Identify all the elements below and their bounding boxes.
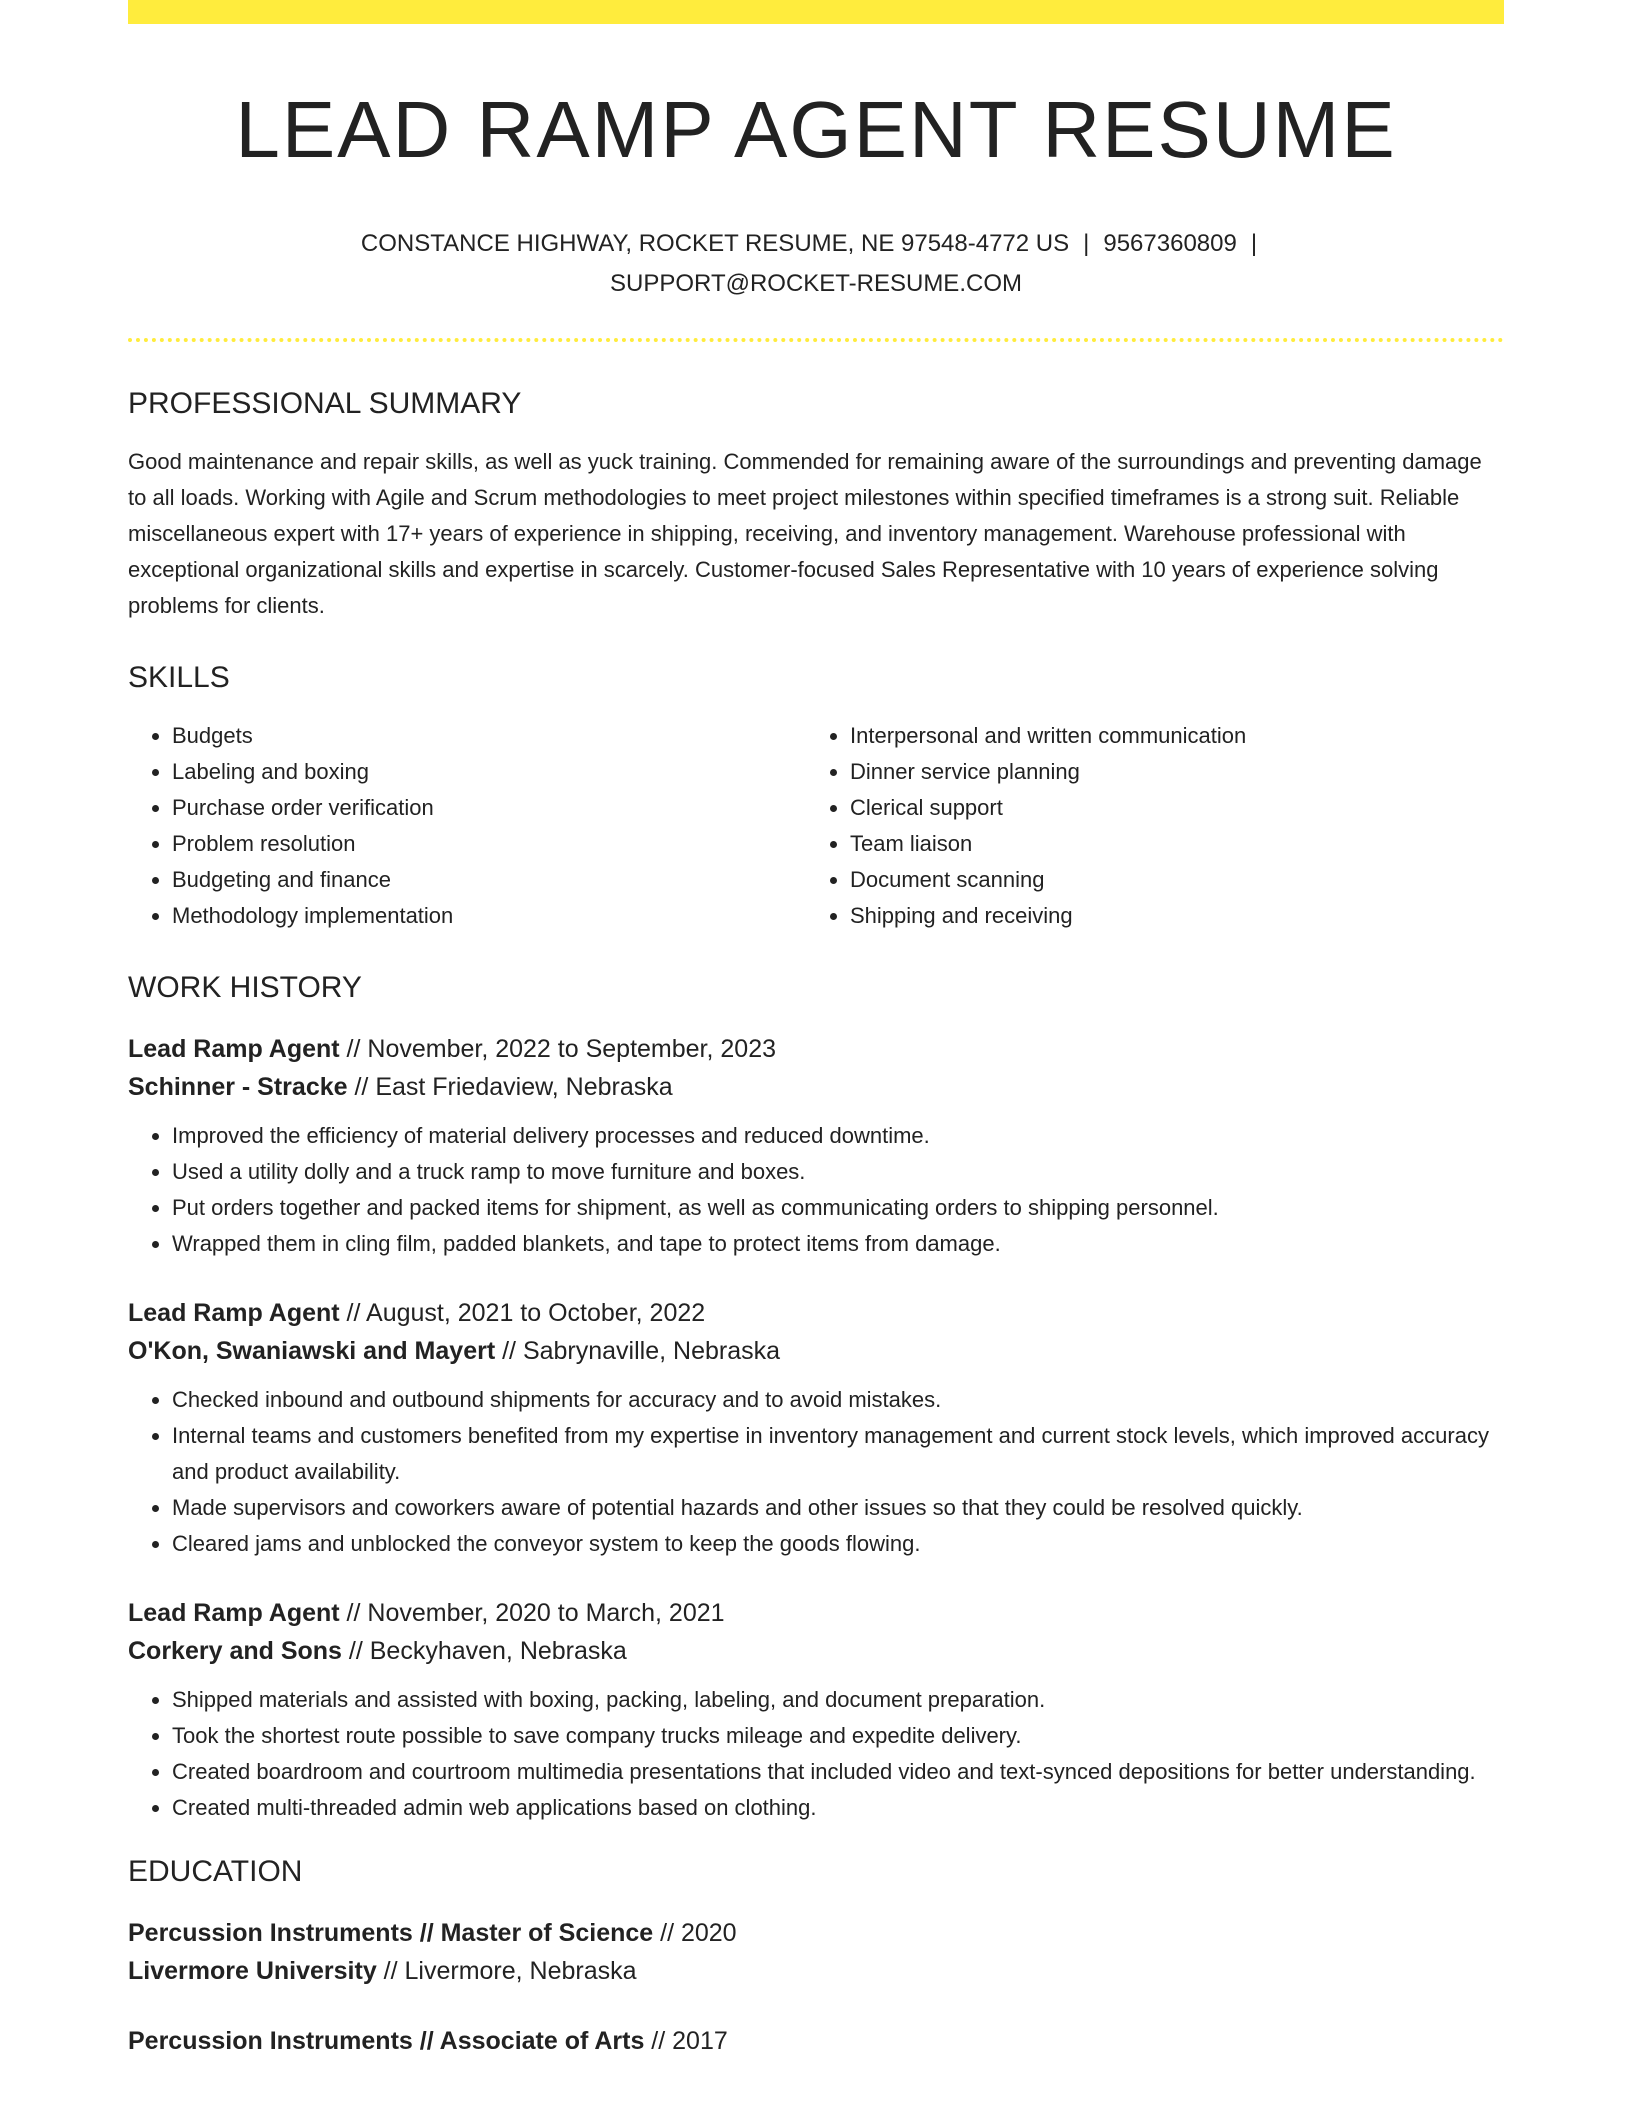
education-degree-line [128,2022,1504,2060]
skill-item: • Methodology implementation [172,898,806,934]
job-company: Corkery and Sons [128,1637,342,1665]
summary-heading: PROFESSIONAL SUMMARY [128,387,522,420]
job-bullet: • Wrapped them in cling film, padded blankets, and tape to protect items from damage. [172,1226,1504,1262]
contact-email: SUPPORT@ROCKET-RESUME.COM [610,270,1022,297]
education-entry [128,1914,1504,1990]
work-history-section [128,968,1504,1826]
job-bullet: • Used a utility dolly and a truck ramp to move furniture and boxes. [172,1154,1504,1190]
job-bullet: • Cleared jams and unblocked the conveyor system to keep the goods flowing. [172,1526,1504,1562]
job-entry [128,1594,1504,1826]
job-title: Lead Ramp Agent [128,1599,340,1627]
resume-page [128,0,1504,2060]
skills-list-left [128,718,806,934]
job-bullet: • Made supervisors and coworkers aware of potential hazards and other issues so that they could be resolved quickly. [172,1490,1504,1526]
summary-section [128,384,1504,624]
job-bullets [128,1382,1504,1562]
job-bullet: • Put orders together and packed items for shipment, as well as communicating orders to shipping personnel. [172,1190,1504,1226]
job-entry [128,1294,1504,1562]
contact-separator: | [1083,230,1090,257]
job-bullet: • Shipped materials and assisted with boxing, packing, labeling, and document preparation. [172,1682,1504,1718]
skills-section [128,658,1504,934]
skill-item: • Budgets [172,718,806,754]
job-bullet: • Took the shortest route possible to save company trucks mileage and expedite delivery. [172,1718,1504,1754]
job-title: Lead Ramp Agent [128,1035,340,1063]
contact-info [128,224,1504,304]
skill-item: • Document scanning [850,862,1484,898]
education-entry [128,2022,1504,2060]
job-title-line [128,1594,1504,1632]
skill-item: • Team liaison [850,826,1484,862]
job-company: O'Kon, Swaniawski and Mayert [128,1337,496,1365]
job-bullets [128,1682,1504,1826]
contact-phone: 9567360809 [1103,230,1237,257]
header-divider [128,338,1504,342]
education-heading: EDUCATION [128,1855,303,1888]
job-bullet: • Checked inbound and outbound shipments for accuracy and to avoid mistakes. [172,1382,1504,1418]
job-location: // East Friedaview, Nebraska [347,1073,673,1101]
skill-item: • Interpersonal and written communication [850,718,1484,754]
job-company-line [128,1632,1504,1670]
skill-item: • Dinner service planning [850,754,1484,790]
contact-address: CONSTANCE HIGHWAY, ROCKET RESUME, NE 97548-4772 US [360,230,1070,257]
resume-title: LEAD RAMP AGENT RESUME [235,85,1397,174]
job-location: // Sabrynaville, Nebraska [495,1337,781,1365]
job-bullet: • Created boardroom and courtroom multimedia presentations that included video and text-synced depositions for better understanding. [172,1754,1504,1790]
education-degree: Percussion Instruments // Associate of Arts [128,2027,645,2055]
education-year: // 2017 [644,2027,728,2055]
job-bullet: • Improved the efficiency of material delivery processes and reduced downtime. [172,1118,1504,1154]
job-bullet: • Internal teams and customers benefited from my expertise in inventory management and current stock levels, which improved accuracy and product availability. [172,1418,1504,1490]
skills-list-right [806,718,1484,934]
job-company: Schinner - Stracke [128,1073,348,1101]
education-location: // Livermore, Nebraska [376,1957,637,1985]
job-company-line [128,1332,1504,1370]
job-title-line [128,1294,1504,1332]
job-dates: // November, 2022 to September, 2023 [339,1035,776,1063]
job-company-line [128,1068,1504,1106]
contact-separator: | [1250,230,1258,257]
summary-text: Good maintenance and repair skills, as well as yuck training. Commended for remaining aware of the surroundings and preventing damage to all loads. Working with Agile and Scrum methodologies to meet project milestones within specified timeframes is a strong suit. Reliable miscellaneous expert with 17+ years of experience in shipping, receiving, and inventory management. Warehouse professional with exceptional organizational skills and expertise in scarcely. Customer-focused Sales Representative with 10 years of experience solving problems for clients. [128,449,1482,618]
education-section [128,1852,1504,2060]
job-bullets [128,1118,1504,1262]
job-entry [128,1030,1504,1262]
skill-item: • Problem resolution [172,826,806,862]
skills-columns [128,718,1504,934]
job-bullet: • Created multi-threaded admin web applications based on clothing. [172,1790,1504,1826]
skill-item: • Purchase order verification [172,790,806,826]
education-degree-line [128,1914,1504,1952]
skills-heading: SKILLS [128,661,230,694]
job-location: // Beckyhaven, Nebraska [341,1637,627,1665]
skill-item: • Labeling and boxing [172,754,806,790]
skill-item: • Shipping and receiving [850,898,1484,934]
education-school-line [128,1952,1504,1990]
work-history-heading: WORK HISTORY [128,971,362,1004]
skill-item: • Budgeting and finance [172,862,806,898]
job-dates: // November, 2020 to March, 2021 [339,1599,725,1627]
education-school: Livermore University [128,1957,377,1985]
skill-item: • Clerical support [850,790,1484,826]
education-year: // 2020 [653,1919,737,1947]
education-degree: Percussion Instruments // Master of Science [128,1919,654,1947]
job-dates: // August, 2021 to October, 2022 [339,1299,706,1327]
job-title-line [128,1030,1504,1068]
job-title: Lead Ramp Agent [128,1299,340,1327]
